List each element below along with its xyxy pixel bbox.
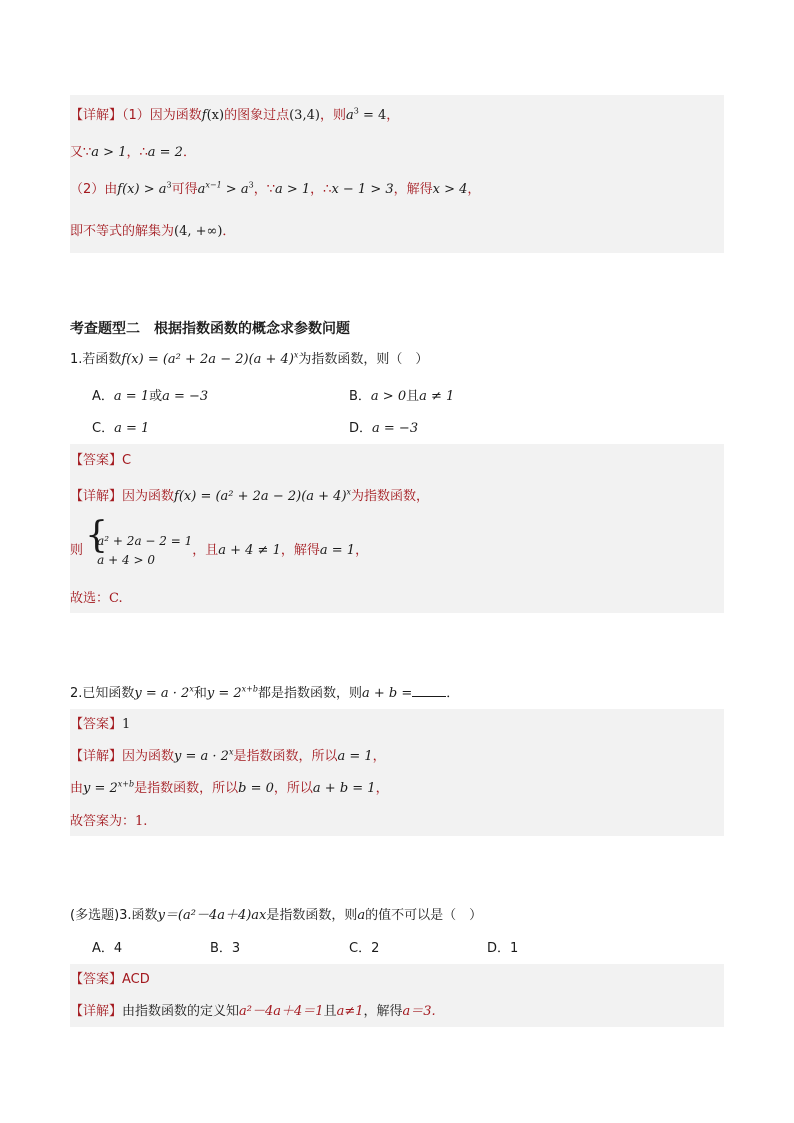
solution-line: 【详解】（1）因为函数f(x)的图象过点(3,4)，则$a^3 = 4$，	[70, 106, 400, 123]
solution-line: 又∵a > 1，∴a = 2．	[70, 145, 196, 160]
solution-line: （2）由$f(x) > a^3$可得$a^{x-1} > a^3$，∵a > 1，∴x − 1 > 3，解得x > 4，	[70, 180, 481, 197]
answer-line: 【答案】1	[70, 717, 131, 732]
solution-line: 【详解】因为函数$y = a \cdot 2^x$是指数函数，所以a = 1，	[70, 747, 386, 764]
solution-line: 则 { a² + 2a − 2 = 1 a + 4 > 0 ，且a + 4 ≠ 1，解得a = 1，	[70, 532, 724, 572]
solution-line: 【详解】因为函数$f(x) = (a^2 + 2a - 2)(a + 4)^x$为指数函数，	[70, 487, 430, 504]
question-2-stem: 2.已知函数$y = a \cdot 2^x$和$y = 2^{x+b}$都是指数函数，则a + b = ．	[70, 684, 460, 701]
answer-blank	[412, 684, 446, 697]
option-b: B．3	[210, 941, 241, 956]
question-1-stem: 1.若函数$f(x) = (a^2 + 2a - 2)(a + 4)^x$为指数函数，则（ ）	[70, 350, 429, 367]
solution-line: 由$y = 2^{x+b}$是指数函数，所以b = 0，所以a + b = 1，	[70, 779, 389, 796]
option-c: C．2	[349, 941, 380, 956]
equation-system: { a² + 2a − 2 = 1 a + 4 > 0	[87, 532, 192, 570]
solution-line: 故答案为：1.	[70, 814, 148, 829]
option-d: D．1	[487, 941, 519, 956]
solution-line: 即不等式的解集为(4, +∞)．	[70, 224, 236, 239]
solution-line: 【详解】由指数函数的定义知a²－4a＋4＝1且a≠1，解得a＝3.	[70, 1004, 436, 1019]
option-c: C．a = 1	[92, 421, 150, 436]
question-3-stem: (多选题)3.函数y＝(a²－4a＋4)ax是指数函数，则a的值不可以是（ ）	[70, 908, 483, 923]
answer-line: 【答案】C	[70, 453, 132, 468]
option-a: A．a = 1或a = −3	[92, 389, 209, 404]
option-d: D．a = −3	[349, 421, 419, 436]
solution-line: 故选：C.	[70, 591, 123, 606]
detail-tag: 【详解】	[70, 108, 123, 123]
answer-line: 【答案】ACD	[70, 972, 150, 987]
section-title: 考查题型二 根据指数函数的概念求参数问题	[70, 321, 350, 337]
option-a: A．4	[92, 941, 123, 956]
option-b: B．a > 0且a ≠ 1	[349, 389, 455, 404]
